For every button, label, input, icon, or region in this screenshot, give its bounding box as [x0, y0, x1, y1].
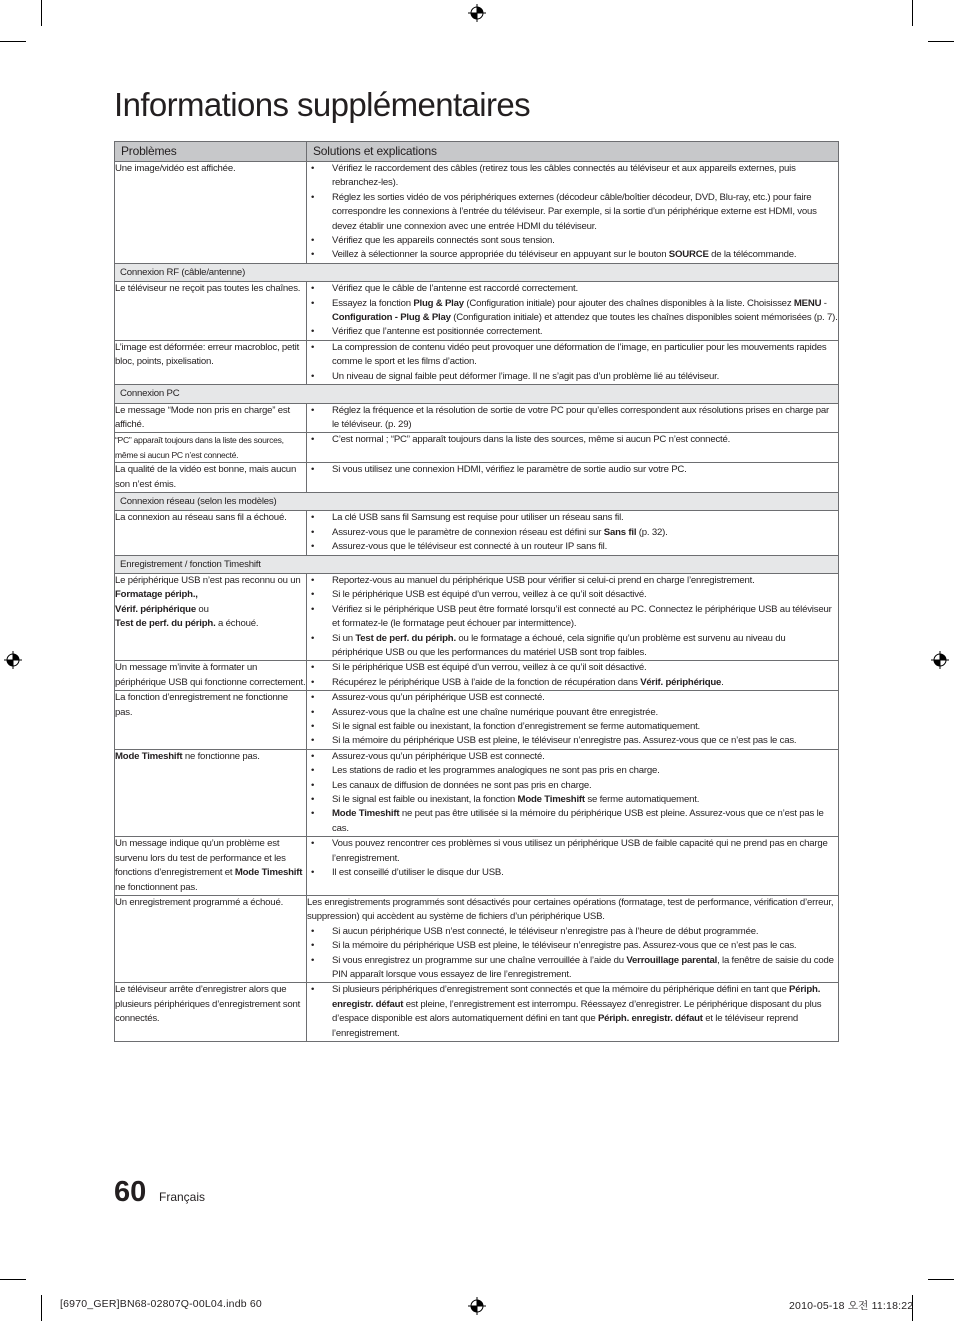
solution-cell [307, 573, 839, 660]
table-row [115, 837, 839, 896]
bold-term: Vérif. périphérique [115, 603, 196, 615]
solution-bullet: • Assurez-vous qu’un périphérique USB est connecté. [307, 691, 838, 705]
table-row [115, 691, 839, 750]
footer-file-info: [6970_GER]BN68-02807Q-00L04.indb 60 [60, 1298, 262, 1310]
table-row [115, 433, 839, 463]
table-row [115, 573, 839, 660]
table-row [115, 511, 839, 555]
text: Le périphérique USB n’est pas reconnu ou un [115, 574, 301, 586]
text: - [821, 297, 827, 309]
bold-term: Plug & Play [413, 297, 464, 309]
solution-bullet: • Vérifiez que l’antenne est positionnée correctement. [307, 325, 838, 339]
solution-bullet: • Si le périphérique USB est équipé d’un verrou, veillez à ce qu’il soit désactivé. [307, 661, 838, 675]
registration-mark-icon [931, 651, 949, 669]
bold-term: Mode Timeshift [517, 794, 585, 806]
registration-mark-icon [468, 1297, 486, 1315]
table-row [115, 282, 839, 341]
table-row [115, 403, 839, 433]
solution-cell [307, 691, 839, 750]
bold-term: Périph. enregistr. défaut [332, 984, 821, 1010]
solution-bullet [307, 954, 838, 983]
crop-mark [41, 1295, 42, 1321]
solution-bullet: • Vérifiez que les appareils connectés sont sous tension. [307, 234, 838, 248]
section-row [115, 263, 839, 281]
solution-bullet [307, 526, 838, 540]
solution-bullet: • Si la mémoire du périphérique USB est pleine, le téléviseur n’enregistre pas. Assurez-vous que ce n’est pas le cas. [307, 939, 838, 953]
crop-mark [0, 41, 26, 42]
solution-bullet: • Si aucun périphérique USB n’est connecté, le téléviseur n’enregistre pas à l’heure de début programmée. [307, 925, 838, 939]
solution-bullet: • Assurez-vous que la chaîne est une chaîne numérique pouvant être enregistrée. [307, 706, 838, 720]
text: . [721, 676, 724, 688]
bold-term: Mode Timeshift [115, 750, 183, 762]
bold-term: Formatage périph., [115, 589, 198, 601]
troubleshooting-table [114, 141, 839, 1042]
text: se ferme automatiquement. [584, 794, 700, 806]
registration-mark-icon [4, 651, 22, 669]
text: Si vous enregistrez un programme sur une chaîne verrouillée à l’aide du [332, 954, 627, 966]
solution-bullet [307, 676, 838, 690]
text: Veillez à sélectionner la source appropriée du téléviseur en appuyant sur le bouton [332, 249, 669, 261]
solution-bullet: • Assurez-vous que le téléviseur est connecté à un routeur IP sans fil. [307, 540, 838, 554]
table-row [115, 895, 839, 982]
solution-cell [307, 749, 839, 836]
solution-bullet: • Assurez-vous qu’un périphérique USB est connecté. [307, 750, 838, 764]
section-title: Connexion réseau (selon les modèles) [115, 492, 839, 510]
solution-bullet [307, 983, 838, 1041]
crop-mark [41, 0, 42, 26]
text: ne fonctionnent pas. [115, 881, 198, 893]
text: ne fonctionne pas. [182, 750, 260, 762]
section-title: Connexion PC [115, 385, 839, 403]
solution-bullet: • Vérifiez que le câble de l’antenne est raccordé correctement. [307, 282, 838, 296]
solution-bullet [307, 248, 838, 262]
bold-term: Périph. enregistr. défaut [597, 1013, 703, 1025]
section-title: Enregistrement / fonction Timeshift [115, 555, 839, 573]
bold-term: Verrouillage parental [626, 954, 718, 966]
text: ou le formatage a échoué, cela signifie qu’un problème est survenu au niveau du périphérique USB ou que les performances du matériel USB sont trop faibles. [332, 632, 786, 658]
registration-mark-icon [468, 4, 486, 22]
bold-term: MENU [793, 297, 822, 309]
solution-bullet [307, 632, 838, 661]
solution-cell [307, 661, 839, 691]
solution-cell [307, 282, 839, 341]
solution-bullet: • Vérifiez si le périphérique USB peut être formaté lorsqu’il est connecté au PC. Connectez le périphérique USB au téléviseur et formatez-le (le formatage peut échouer par intermittence). [307, 603, 838, 632]
solution-bullet: • Réglez la fréquence et la résolution de sortie de votre PC pour qu’elles correspondent aux résolutions prises en charge par le téléviseur. (p. 29) [307, 404, 838, 433]
solution-intro: Les enregistrements programmés sont désactivés pour certaines opérations (formatage, test de performance, vérification d’erreur, suppression) qui accèdent au système de fichiers d’un périphérique USB. [307, 896, 834, 923]
bold-term: Configuration - Plug & Play [332, 312, 451, 324]
header-solutions: Solutions et explications [307, 142, 839, 162]
solution-bullet [307, 807, 838, 836]
text: Assurez-vous que le paramètre de connexion réseau est défini sur [332, 526, 604, 538]
footer-date: 2010-05-18 오전 11:18:22 [789, 1300, 914, 1312]
text: (Configuration initiale) et attendez que toutes les chaînes disponibles soient mémorisées (p. 7). [450, 312, 838, 324]
section-row [115, 492, 839, 510]
solution-bullet: • La clé USB sans fil Samsung est requise pour utiliser un réseau sans fil. [307, 511, 838, 525]
text: , la fenêtre de saisie du code PIN apparaît lorsque vous essayez de lire l’enregistrement. [332, 954, 834, 980]
problem-cell: Le téléviseur arrête d’enregistrer alors que plusieurs périphériques d’enregistrement sont connectés. [115, 983, 307, 1042]
solution-cell [307, 340, 839, 384]
section-title: Connexion RF (câble/antenne) [115, 263, 839, 281]
solution-cell [307, 983, 839, 1042]
solution-bullet: • Si la mémoire du périphérique USB est pleine, le téléviseur n’enregistre pas. Assurez-vous que ce n’est pas le cas. [307, 734, 838, 748]
table-row [115, 749, 839, 836]
text: ne peut pas être utilisée si la mémoire du périphérique USB est pleine. Assurez-vous que ce n’est pas le cas. [332, 808, 824, 834]
bold-term: Mode Timeshift [234, 867, 303, 879]
crop-mark [928, 1279, 954, 1280]
solution-bullet [307, 793, 838, 807]
text: de la télécommande. [708, 249, 797, 261]
text: Un message indique qu’un problème est survenu lors du test de performance et les fonctions d’enregistrement et [115, 838, 286, 879]
problem-cell: La connexion au réseau sans fil a échoué. [115, 511, 307, 555]
bold-term: Test de perf. du périph. [355, 632, 456, 644]
solution-bullet: • Il est conseillé d’utiliser le disque dur USB. [307, 866, 838, 880]
problem-cell [115, 749, 307, 836]
solution-bullet: • La compression de contenu vidéo peut provoquer une déformation de l’image, en particulier pour les mouvements rapides comme le sport et les films d’action. [307, 341, 838, 370]
table-row [115, 340, 839, 384]
text: a échoué. [215, 618, 259, 630]
bold-term: SOURCE [668, 249, 709, 261]
crop-mark [0, 1279, 26, 1280]
solution-bullet: • Si le signal est faible ou inexistant, la fonction d’enregistrement se ferme automatiquement. [307, 720, 838, 734]
text: et le téléviseur reprend l’enregistrement. [332, 1013, 799, 1039]
solution-cell [307, 837, 839, 896]
text: ou [195, 603, 209, 615]
page-language: Français [159, 1190, 206, 1204]
solution-cell [307, 162, 839, 264]
solution-bullet: • Un niveau de signal faible peut déformer l’image. Il ne s’agit pas d’un problème lié au téléviseur. [307, 370, 838, 384]
bold-term: Vérif. périphérique [640, 676, 722, 688]
solution-cell [307, 433, 839, 463]
problem-cell: La qualité de la vidéo est bonne, mais aucun son n’est émis. [115, 463, 307, 493]
solution-bullet: • Les stations de radio et les programmes analogiques ne sont pas pris en charge. [307, 764, 838, 778]
problem-cell: “PC” apparaît toujours dans la liste des sources, même si aucun PC n’est connecté. [115, 433, 307, 463]
crop-mark [928, 41, 954, 42]
table-row [115, 983, 839, 1042]
crop-mark [912, 0, 913, 26]
problem-cell: Le message “Mode non pris en charge” est affiché. [115, 403, 307, 433]
page-number: 60 [114, 1176, 147, 1208]
problem-cell: Un enregistrement programmé a échoué. [115, 895, 307, 982]
solution-cell [307, 403, 839, 433]
solution-cell [307, 463, 839, 493]
problem-cell: L’image est déformée: erreur macrobloc, petit bloc, points, pixelisation. [115, 340, 307, 384]
header-problems: Problèmes [115, 142, 307, 162]
solution-bullet: • Reportez-vous au manuel du périphérique USB pour vérifier si celui-ci prend en charge l’enregistrement. [307, 574, 838, 588]
section-row [115, 385, 839, 403]
solution-bullet: • Les canaux de diffusion de données ne sont pas pris en charge. [307, 779, 838, 793]
problem-cell: Un message m’invite à formater un périphérique USB qui fonctionne correctement. [115, 661, 307, 691]
bold-term: Sans fil [603, 526, 637, 538]
problem-cell: Une image/vidéo est affichée. [115, 162, 307, 264]
solution-bullet: • Vous pouvez rencontrer ces problèmes si vous utilisez un périphérique USB de faible capacité qui ne prend pas en charge l’enregistrement. [307, 837, 838, 866]
bold-term: Mode Timeshift [332, 808, 400, 820]
solution-bullet: • Si vous utilisez une connexion HDMI, vérifiez le paramètre de sortie audio sur votre PC. [307, 463, 838, 477]
problem-cell [115, 573, 307, 660]
solution-cell [307, 895, 839, 982]
table-header-row [115, 142, 839, 162]
problem-cell: Le téléviseur ne reçoit pas toutes les chaînes. [115, 282, 307, 341]
text: (Configuration initiale) pour ajouter des chaînes disponibles à la liste. Choisissez [463, 297, 794, 309]
solution-bullet: • Réglez les sorties vidéo de vos périphériques externes (décodeur câble/boîtier décodeur, DVD, Blu-ray, etc.) pour faire correspondre les connexions à l’entrée du téléviseur. Par exemple, si la sortie d’un périphérique externe est HDMI, vous devez établir une connexion avec une entrée HDMI du téléviseur. [307, 191, 838, 234]
solution-bullet: • Si le périphérique USB est équipé d’un verrou, veillez à ce qu’il soit désactivé. [307, 588, 838, 602]
text: Si un [332, 632, 356, 644]
section-row [115, 555, 839, 573]
table-row [115, 463, 839, 493]
solution-bullet [307, 297, 838, 326]
text: Si le signal est faible ou inexistant, la fonction [332, 794, 518, 806]
table-row [115, 661, 839, 691]
table-row [115, 162, 839, 264]
text: (p. 32). [636, 526, 668, 538]
text: est pleine, l’enregistrement est interrompu. Réessayez d’enregistrer. Le périphérique disposant du plus d’espace disponible est alors automatiquement défini en tant que [332, 998, 822, 1025]
solution-cell [307, 511, 839, 555]
text: Si plusieurs périphériques d’enregistrement sont connectés et que la mémoire du périphérique défini en tant que [332, 984, 790, 996]
solution-bullet: • Vérifiez le raccordement des câbles (retirez tous les câbles connectés au téléviseur et aux appareils externes, puis rebranchez-les). [307, 162, 838, 191]
text: Essayez la fonction [332, 297, 414, 309]
text: Récupérez le périphérique USB à l’aide de la fonction de récupération dans [332, 676, 641, 688]
page-title: Informations supplémentaires [114, 86, 531, 123]
bold-term: Test de perf. du périph. [115, 618, 216, 630]
problem-cell: La fonction d’enregistrement ne fonctionne pas. [115, 691, 307, 750]
problem-cell [115, 837, 307, 896]
solution-bullet: • C’est normal ; “PC” apparaît toujours dans la liste des sources, même si aucun PC n’est connecté. [307, 433, 838, 447]
